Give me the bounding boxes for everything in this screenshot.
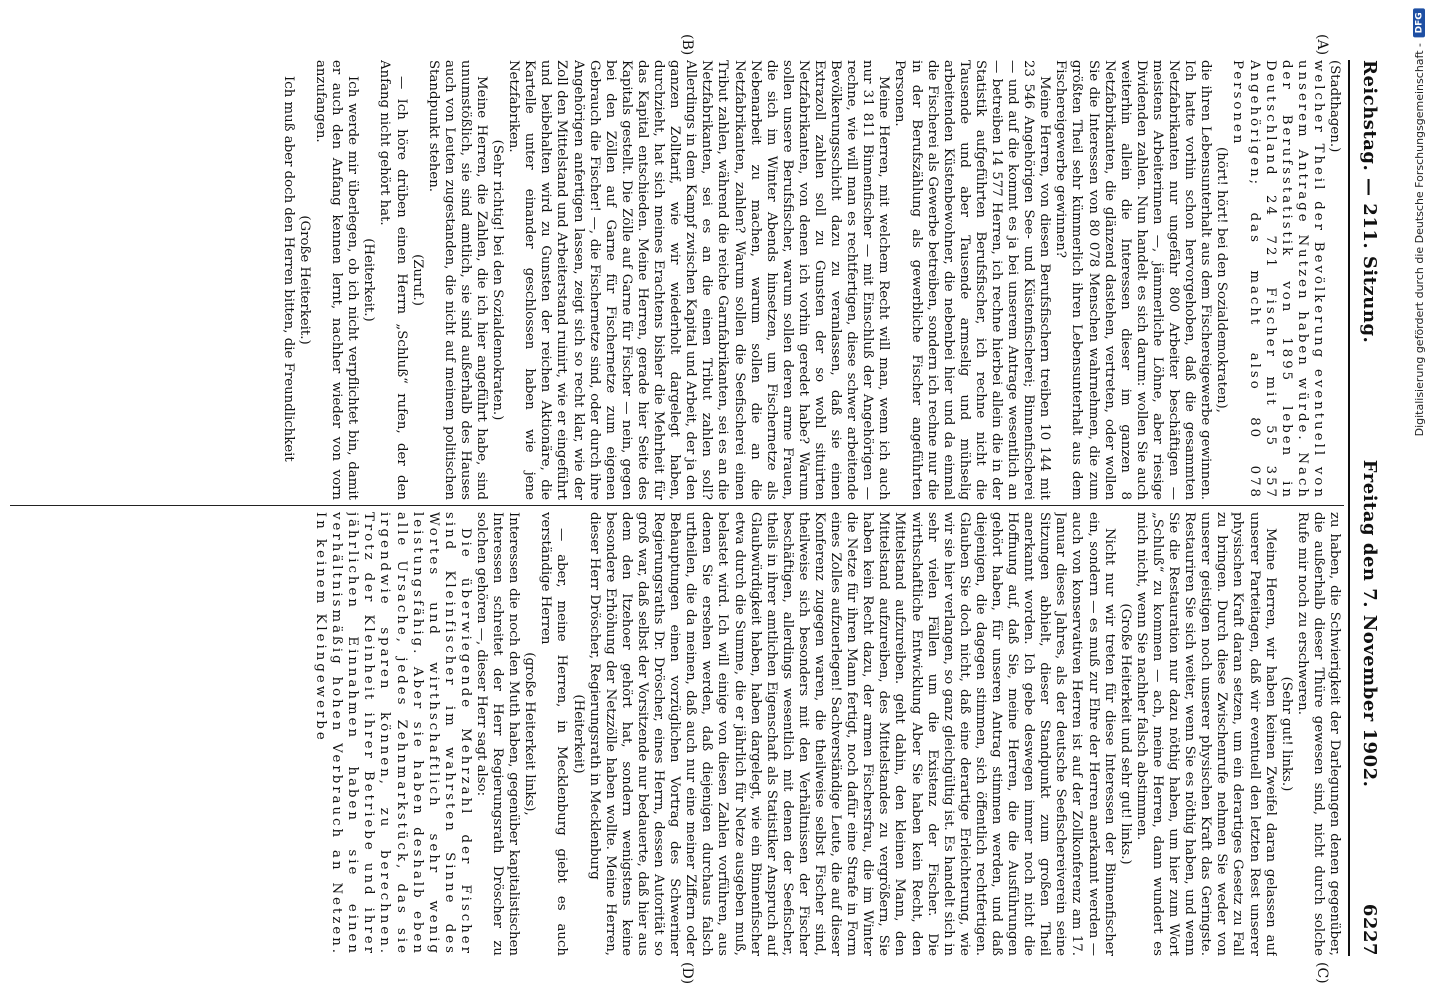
interjection: (Sehr richtig! bei den Sozialdemokraten.) bbox=[490, 139, 506, 421]
margin-marker-a: (A) bbox=[1314, 34, 1330, 56]
margin-marker-c: (C) bbox=[1314, 962, 1330, 984]
column-divider bbox=[10, 505, 1344, 506]
page-header bbox=[1348, 60, 1390, 956]
credit-text: Digitalisierung gefördert durch die Deutsche Forschungsgemeinschaft - bbox=[1413, 43, 1426, 437]
digitization-credit bbox=[1413, 8, 1426, 436]
interjection: (Heiterkeit) bbox=[570, 694, 586, 774]
paragraph: welcher Theil der Bevölkerung eventuell von unserem Antrage Nutzen haben würde. Nach der Berufsstatistik von 1895 leben in Deutschland 24 721 Fischer mit 55 357 Angehörigen; das macht also 80 078 Personen bbox=[1230, 60, 1326, 500]
header-date: Freitag den 7. November 1902. bbox=[1359, 459, 1381, 788]
paragraph: Nicht nur wir treten für diese Interessen der Binnenfischer ein, sondern — es muß zur Ehre der Herren anerkannt werden — auch von konservativen Herren ist auf der Zollkonferenz am 17. Januar dieses Jahres, als der deutsche Seefischereiverein seine Sitzungen abhielt, dieser Standpunkt zum großen Theil anerkannt worden. Ich gebe deswegen immer noch nicht die Hoffnung auf, daß Sie, meine Herren, die die Ausführungen gehört haben, für unseren Antrag stimmen werden, und daß diejenigen, die dagegen stimmen, sich öffentlich rechtfertigen. Glauben Sie doch nicht, daß eine derartige Erleichterung, wie wir sie hier verlangen, so ganz gleichgültig ist. Es handelt sich in sehr vielen Fällen um die Existenz der Fischer. Die wirthschaftliche Entwicklung Aber Sie haben kein Recht, den Mittelstand aufzureiben. geht dahin, den kleinen Mann, den Mittelstand aufzureiben, des Mittelstandes zu vergrößern, Sie haben kein Recht dazu, der armen Fischersfrau, die im Winter die Netze für ihren Mann fertigt, noch dafür eine Strafe in Form eines Zolles aufzuerlegen! Sachverständige Leute, die auf dieser Konferenz zugegen waren, die theilweise selbst Fischer sind, theilweise sich besonders mit den Verhältnissen der Fischer beschäftigen, allerdings wesentlich mit denen der Seefischer, theils in ihrer amtlichen Eigenschaft als Statistiker Anspruch auf Glaubwürdigkeit haben, haben dargelegt, wie ein Binnenfischer etwa durch die Summe, die er jährlich für Netze ausgeben muß, belastet wird. Ich will einige von diesen Zahlen vorführen, aus denen Sie ersehen werden, daß diejenigen durchaus falsch urtheilen, die da meinen, daß auch nur eine meiner Ziffern oder Behauptungen einen vorzüglichen Vortrag des Schweriner Regierungsraths Dr. Dröscher, eines Herrn, dessen Autorität so groß war, daß selbst der Vorsitzende nur bedauerte, daß hier aus dem den Itzehoer gehört hat, sondern wenigstens keine besondere Erhöhung der Netzzölle haben wollte. Meine Herren, dieser Herr Dröscher, Regierungsrath in Mecklenburg bbox=[586, 512, 1117, 956]
dfg-logo: DFG bbox=[1414, 8, 1426, 37]
paragraph: Meine Herren, die Zahlen, die ich hier angeführt habe, sind unumstößlich, sie sind amtlich, sie sind außerhalb des Hauses auch von Leuten zugestanden, die nicht auf meinem politischen Standpunkt stehen. bbox=[425, 60, 490, 500]
left-column bbox=[10, 60, 1342, 500]
margin-marker-d: (D) bbox=[679, 962, 695, 985]
margin-marker-b: (B) bbox=[679, 34, 695, 56]
paragraph: Ich muß aber doch den Herren bitten, die Freundlichkeit bbox=[280, 76, 296, 462]
interjection: (Große Heiterkeit.) bbox=[297, 215, 312, 345]
paragraph: die ihren Lebensunterhalt aus dem Fischereigewerbe gewinnen. Ich hatte vorhin schon hervorgehoben, daß die gesammten Netzfabrikanten nur ungefähr 800 Arbeiter beschäftigen — meistens Arbeiterinnen —, jämmerliche Löhne, aber riesige Dividenden zahlen. Nun handelt es sich darum: wollen Sie auch weiterhin allein die Interessen dieser im ganzen 8 Netzfabrikanten, die glänzend dastehen, vertreten, oder wollen Sie die Interessen von 80 078 Menschen wahrnehmen, die zum größten Theil sehr kümmerlich ihren Lebensunterhalt aus dem Fischereigewerbe gewinnen? bbox=[1053, 60, 1214, 500]
paragraph: Meine Herren, wir haben keinen Zweifel daran gelassen auf unserer Parteitagen, daß wir eventuell den letzten Rest unserer physischen Kraft daran setzen, um ein derartiges Gesetz zu Fall zu bringen. Durch diese Zwischenrufe nehmen Sie weder von unserer geistigen noch unserer physischen Kraft das Geringste. Restauriren Sie sich weiter, wenn Sie es nöthig haben, und wenn Sie die Restauration nur dazu nöthig haben, um hier zum Wort „Schluß“ zu kommen — ach, meine Herren, dann wundert es mich nicht, wenn Sie nachher falsch abstimmen. bbox=[1133, 512, 1278, 956]
quotation: Die überwiegende Mehrzahl der Fischer sind Kleinfischer im wahrsten Sinne des Wortes und wirthschaftlich sehr wenig leistungsfähig. Aber sie haben deshalb eben alle Ursache, jedes Zehnmarkstück, das sie irgendwie sparen können, zu berechnen. Trotz der Kleinheit ihrer Betriebe und ihrer jährlichen Einnahmen haben sie einen verhältnismäßig hohen Verbrauch an Netzen. In keinem Kleingewerbe bbox=[313, 512, 473, 956]
interjection: (große Heiterkeit links), bbox=[522, 652, 538, 816]
paragraph: — aber, meine Herren, in Mecklenburg giebt es auch verständige Herren bbox=[538, 512, 570, 956]
paragraph: Interessen die noch den Muth haben, gegenüber kapitalistischen Interessen schreitet der Herr Regierungsrath Dröscher zu solchen gehören —, dieser Herr sagt also: bbox=[474, 512, 522, 956]
interjection: (hört! hört! bei den Sozialdemokraten), bbox=[1214, 147, 1230, 413]
paragraph: — Ich höre drüben einen Herrn „Schluß“ rufen, der den Anfang nicht gehört hat. bbox=[377, 60, 409, 500]
interjection: (Sehr gut! links.) bbox=[1278, 676, 1294, 792]
paragraph: Meine Herren, mit welchem Recht will man, wenn ich auch nur 31 811 Binnenfischer — mit Einschluß der Angehörigen — rechne, wie will man es rechtfertigen, diese schwer arbeitende Bevölkerungsschicht dazu zu veranlassen, daß sie einen Extrazoll zahlen soll zu Gunsten der so wohl situirten Netzfabrikanten, von denen ich vorhin geredet habe? Warum sollen unsere Berufsfischer, warum sollen deren arme Frauen, die sich im Winter Abends hinsetzen, um Fischernetze als Nebenarbeit zu machen, warum sollen die an die Netzfabrikanten, zahlen? Warum sollen die Seefischerei einen Tribut zahlen, während die reiche Garnfabrikanten, sei es an die Netzfabrikanten, sei es an die einen Tribut zahlen soll? Allerdings in dem Kampf zwischen Kapital und Arbeit, der ja den ganzen Zolltarif, wie wir wiederholt dargelegt haben, durchzieht, hat sich meines Erachtens bisher die Mehrheit für das Kapital entschieden. Meine Herren, gerade hier Seite des Kapitals gestellt. Die Zölle auf Garne für Fischer — nein, gegen bei den Zöllen auf Garne für Fischernetze zum eigenen Gebrauch die Fischer! —, die Fischernetze sind, oder durch ihre Angehörigen anfertigen lassen, zeigt sich so recht klar, wie der Zoll den Mittelstand und Arbeiterstand ruinirt, wie er eingeführt und beibehalten wird zu Gunsten der reichen Aktionäre, die Kartelle unter einander geschlossen haben wie jene Netzfabriken. bbox=[506, 60, 892, 500]
interjection: (Heiterkeit.) bbox=[361, 238, 377, 322]
speaker-name: (Stadthagen.) bbox=[1327, 60, 1342, 153]
paragraph: zu haben, die Schwierigkeit der Darlegungen denen gegenüber, die außerhalb dieser Thüre gewesen sind, nicht durch solche Rufe mir noch zu erschweren. bbox=[1294, 512, 1342, 956]
interjection: (Große Heiterkeit und sehr gut! links.) bbox=[1117, 603, 1133, 865]
page-number: 6227 bbox=[1359, 903, 1381, 956]
right-column bbox=[10, 512, 1342, 956]
paragraph: Meine Herren, von diesen Berufsfischern treiben 10 144 mit 23 546 Angehörigen See- und Küstenfischerei; Binnenfischerei — und auf die kommt es ja bei unserem Antrage wesentlich an — betreiben 14 577 Herren, ich rechne hierbei allein die in der Statistik aufgeführten Berufsfischer, ich rechne nicht die Tausende und aber Tausende armselig und mühselig arbeitenden Küstenbewohner, die nebenbei hier und da einmal die Fischerei als Gewerbe betreiben, sondern ich rechne nur die in der Berufszählung als gewerbliche Fischer angeführten Personen. bbox=[892, 60, 1053, 500]
paragraph: Ich werde mir überlegen, ob ich nicht verpflichtet bin, damit er auch den Anfang kennen lernt, nachher wieder von vorn anzufangen. bbox=[313, 60, 361, 500]
header-left: Reichstag. — 211. Sitzung. bbox=[1359, 60, 1381, 344]
interjection: (Zuruf.) bbox=[409, 254, 425, 306]
